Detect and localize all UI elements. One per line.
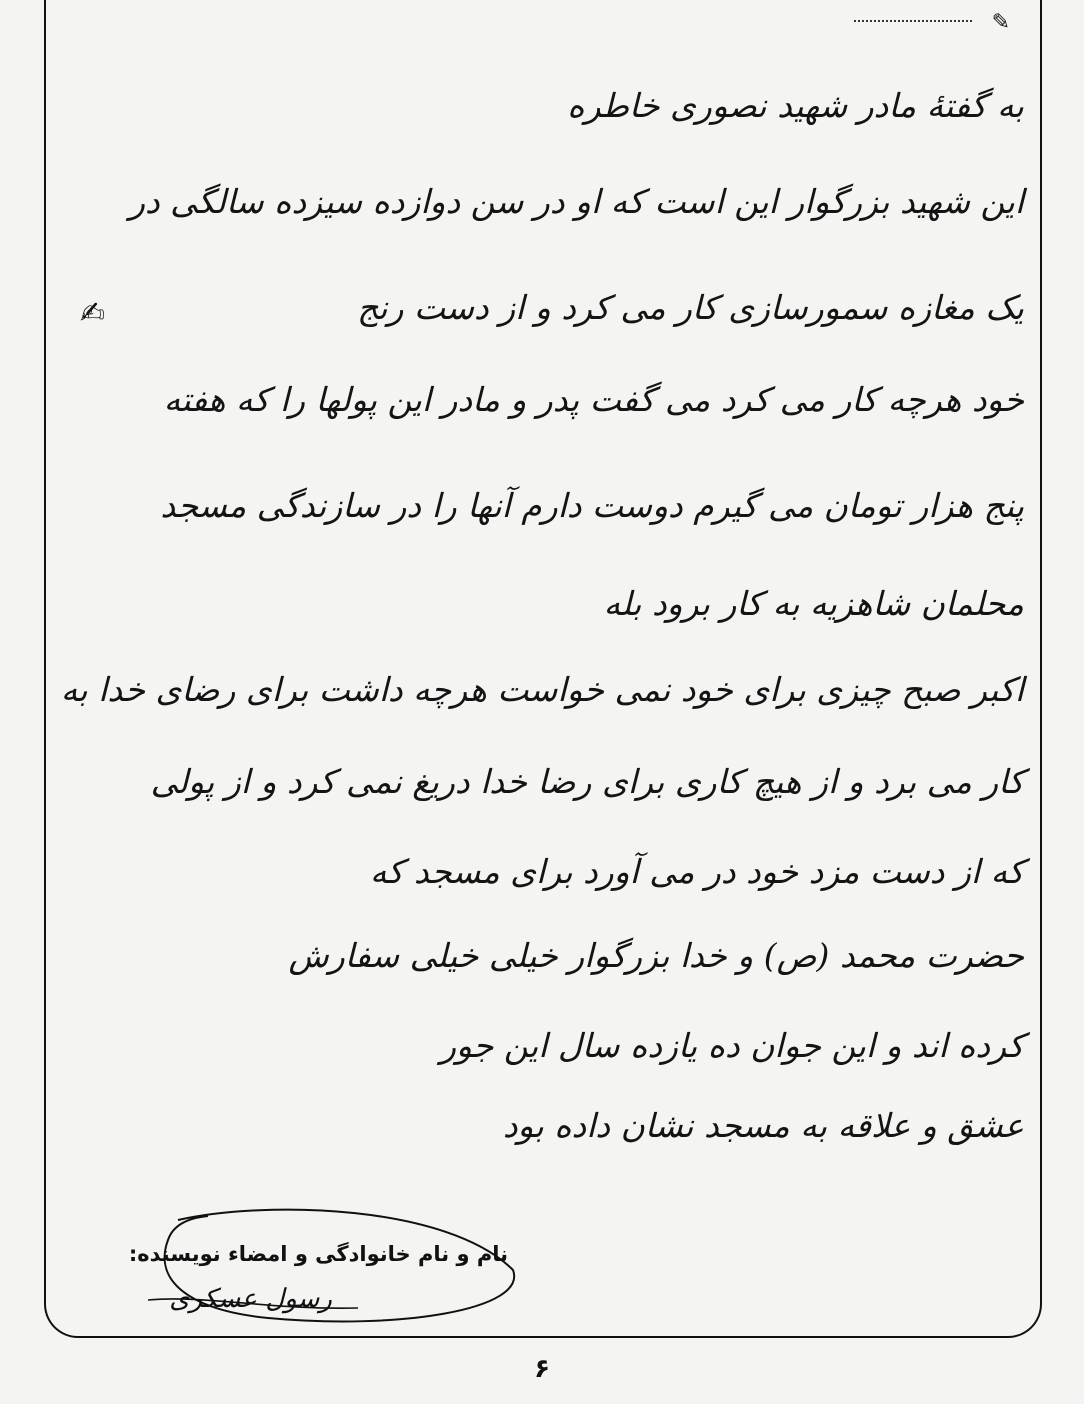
letter-line: عشق و علاقه به مسجد نشان داده بود: [502, 1106, 1024, 1145]
letter-line: کار می برد و از هیچ کاری برای رضا خدا دریغ نمی کرد و از پولی: [150, 762, 1024, 801]
letter-line: یک مغازه سمورسازی کار می کرد و از دست رنج: [357, 288, 1024, 327]
pen-bullet-icon: ✍: [80, 296, 106, 331]
letter-line: محلمان شاهزیه به کار برود بله: [603, 584, 1024, 623]
letter-line: پنج هزار تومان می گیرم دوست دارم آنها را در سازندگی مسجد: [160, 486, 1024, 525]
letter-line: این شهید بزرگوار این است که او در سن دوازده سیزده سالگی در: [129, 182, 1024, 221]
letter-line: اکبر صبح چیزی برای خود نمی خواست هرچه داشت برای رضای خدا به: [60, 670, 1024, 709]
letter-line: که از دست مزد خود در می آورد برای مسجد که: [370, 852, 1024, 891]
dotted-line: [854, 20, 972, 22]
page-number: ۶: [534, 1354, 550, 1384]
letter-line: کرده اند و این جوان ده یازده سال این جور: [440, 1026, 1024, 1065]
letter-line: به گفتهٔ مادر شهید نصوری خاطره: [567, 86, 1024, 125]
author-signature: رسول عسکری: [169, 1284, 332, 1314]
letter-line: حضرت محمد (ص) و خدا بزرگوار خیلی خیلی سفارش: [288, 936, 1024, 975]
letter-line: خود هرچه کار می کرد می گفت پدر و مادر این پولها را که هفته: [163, 380, 1024, 419]
pen-icon: ✎: [991, 10, 1010, 35]
author-label: نام و نام خانوادگی و امضاء نویسنده:: [128, 1242, 508, 1266]
